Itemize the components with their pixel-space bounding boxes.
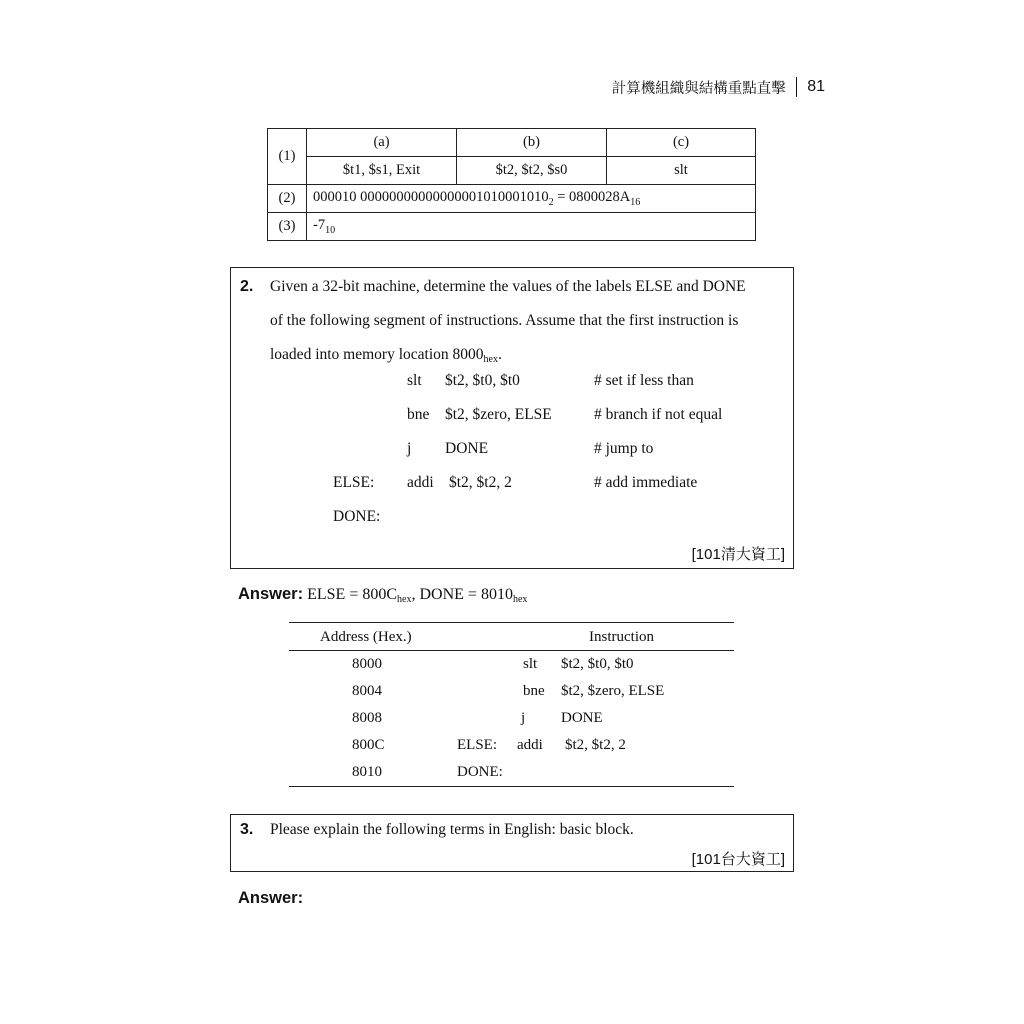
table-row: 8004 bne $t2, $zero, ELSE bbox=[352, 683, 665, 699]
header-divider bbox=[796, 77, 798, 97]
question-2-line2: of the following segment of instructions. Assume that the first instruction is bbox=[270, 312, 739, 329]
row2-hex-base: 16 bbox=[630, 197, 641, 208]
header-instruction: Instruction bbox=[589, 629, 654, 645]
table-row: 8008 j DONE bbox=[352, 710, 603, 726]
question-2-number: 2. bbox=[240, 278, 254, 295]
question-3-text: Please explain the following terms in English: basic block. bbox=[270, 821, 634, 838]
answer-2-label: Answer: bbox=[238, 585, 304, 603]
question-2-box bbox=[230, 267, 794, 569]
row1-b: $t2, $t2, $s0 bbox=[457, 157, 607, 185]
book-title: 計算機組織與結構重點直擊 bbox=[611, 80, 786, 97]
question-2-text bbox=[270, 270, 790, 377]
answer-2-text: ELSE = $800C_{hex}$, DONE = $8010_{hex}$ bbox=[303, 586, 528, 605]
row2-value bbox=[307, 185, 756, 213]
row2-bits: 000010 00000000000000001010001010 bbox=[313, 189, 549, 205]
answer-3-label: Answer: bbox=[238, 889, 304, 907]
table-top-rule bbox=[289, 622, 734, 623]
col-c-header: (c) bbox=[607, 129, 756, 157]
row1-a: $t1, $s1, Exit bbox=[307, 157, 457, 185]
page-number: 81 bbox=[807, 78, 825, 95]
col-b-header: (b) bbox=[457, 129, 607, 157]
table-row: 8010 DONE: bbox=[352, 764, 503, 780]
table-header-rule bbox=[289, 650, 734, 651]
question-2-line1: Given a 32-bit machine, determine the values of the labels ELSE and DONE bbox=[270, 278, 746, 295]
question-2-citation: [101清大資工] bbox=[691, 546, 785, 563]
question-3-box bbox=[230, 814, 794, 872]
answer-table bbox=[267, 128, 756, 241]
col-a-header: (a) bbox=[307, 129, 457, 157]
row3-value-cell bbox=[307, 213, 756, 241]
page-header bbox=[600, 76, 825, 98]
code-line: DONE: bbox=[333, 508, 381, 525]
row3-value: -7 bbox=[313, 217, 326, 233]
row3-label: (3) bbox=[268, 213, 307, 241]
table-bottom-rule bbox=[289, 786, 734, 787]
question-3-citation: [101台大資工] bbox=[691, 851, 785, 868]
row2-base: 2 bbox=[548, 197, 554, 208]
row1-label: (1) bbox=[268, 129, 307, 185]
header-address: Address (Hex.) bbox=[320, 629, 412, 645]
code-line: ELSE: addi $t2, $t2, 2 # add immediate bbox=[333, 474, 698, 491]
code-line: bne $t2, $zero, ELSE # branch if not equal bbox=[407, 406, 723, 423]
row3-base: 10 bbox=[325, 225, 336, 236]
question-3-number: 3. bbox=[240, 821, 254, 838]
question-2-line3: loaded into memory location $8000_{hex}$. bbox=[270, 346, 502, 365]
row2-label: (2) bbox=[268, 185, 307, 213]
row1-c: slt bbox=[607, 157, 756, 185]
row2-hex: = 0800028A bbox=[553, 189, 631, 205]
code-line: slt $t2, $t0, $t0 # set if less than bbox=[407, 372, 694, 389]
answer-2 bbox=[238, 585, 527, 605]
address-table bbox=[289, 622, 734, 790]
table-row: 8000 slt $t2, $t0, $t0 bbox=[352, 656, 634, 672]
code-line: j DONE # jump to bbox=[407, 440, 654, 457]
table-row: 800C ELSE: addi $t2, $t2, 2 bbox=[352, 737, 626, 753]
